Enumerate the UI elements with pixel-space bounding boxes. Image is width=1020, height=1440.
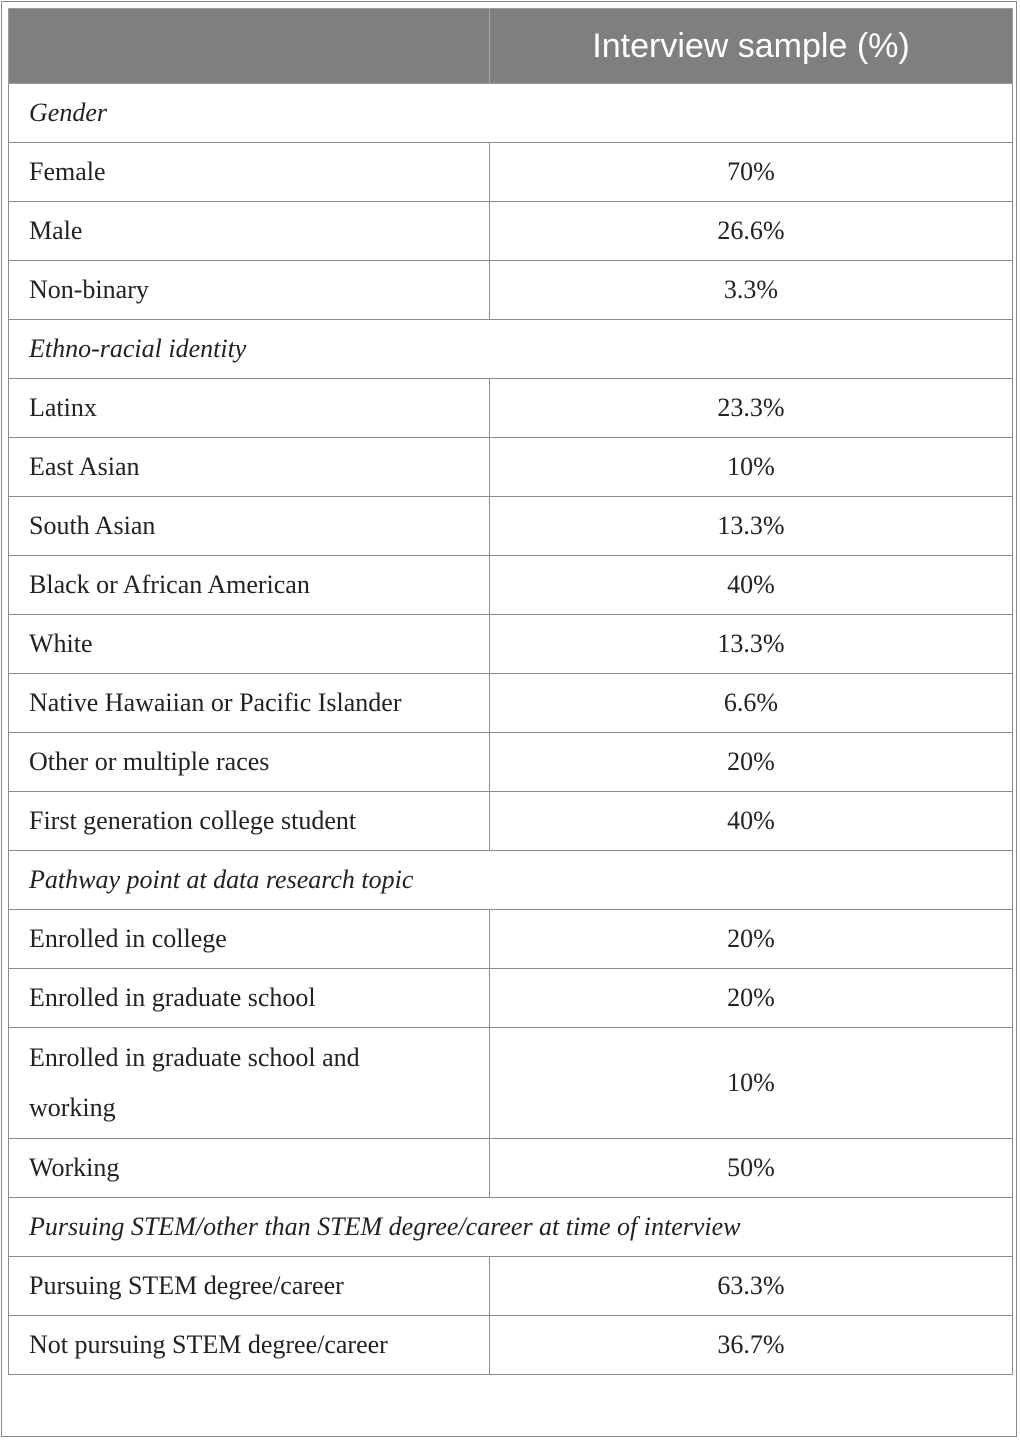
table-row — [9, 910, 1013, 969]
table-row — [9, 733, 1013, 792]
table-row — [9, 556, 1013, 615]
row-label: East Asian — [9, 438, 490, 497]
row-value: 13.3% — [490, 497, 1013, 556]
table-body — [9, 84, 1013, 1375]
row-label: Enrolled in college — [9, 910, 490, 969]
row-value: 10% — [490, 1028, 1013, 1139]
table-row — [9, 1139, 1013, 1198]
section-row — [9, 320, 1013, 379]
row-value: 20% — [490, 969, 1013, 1028]
table-row — [9, 438, 1013, 497]
section-label: Pathway point at data research topic — [9, 851, 1013, 910]
row-value: 26.6% — [490, 202, 1013, 261]
table-row — [9, 1028, 1013, 1139]
row-value: 50% — [490, 1139, 1013, 1198]
row-label: Female — [9, 143, 490, 202]
row-label: White — [9, 615, 490, 674]
header-interview-sample: Interview sample (%) — [490, 9, 1013, 84]
table-row — [9, 497, 1013, 556]
header-row — [9, 9, 1013, 84]
table-row — [9, 261, 1013, 320]
table-row — [9, 143, 1013, 202]
row-label: Pursuing STEM degree/career — [9, 1257, 490, 1316]
row-label: South Asian — [9, 497, 490, 556]
row-label: Latinx — [9, 379, 490, 438]
section-row — [9, 851, 1013, 910]
table-row — [9, 1316, 1013, 1375]
row-label: Male — [9, 202, 490, 261]
demographics-table — [8, 8, 1013, 1375]
row-label: Native Hawaiian or Pacific Islander — [9, 674, 490, 733]
table-row — [9, 792, 1013, 851]
header-blank-cell — [9, 9, 490, 84]
row-label: Not pursuing STEM degree/career — [9, 1316, 490, 1375]
row-value: 20% — [490, 733, 1013, 792]
row-value: 10% — [490, 438, 1013, 497]
row-value: 6.6% — [490, 674, 1013, 733]
table-row — [9, 1257, 1013, 1316]
row-value: 40% — [490, 556, 1013, 615]
row-value: 36.7% — [490, 1316, 1013, 1375]
section-label: Pursuing STEM/other than STEM degree/career at time of interview — [9, 1198, 1013, 1257]
row-label: Enrolled in graduate school and working — [9, 1028, 490, 1139]
section-row — [9, 84, 1013, 143]
table-row — [9, 674, 1013, 733]
table-row — [9, 202, 1013, 261]
row-value: 70% — [490, 143, 1013, 202]
section-row — [9, 1198, 1013, 1257]
row-label: Black or African American — [9, 556, 490, 615]
row-label: Non-binary — [9, 261, 490, 320]
row-value: 23.3% — [490, 379, 1013, 438]
row-label: First generation college student — [9, 792, 490, 851]
row-label: Enrolled in graduate school — [9, 969, 490, 1028]
table-row — [9, 969, 1013, 1028]
row-value: 40% — [490, 792, 1013, 851]
section-label: Ethno-racial identity — [9, 320, 1013, 379]
row-label: Other or multiple races — [9, 733, 490, 792]
table-row — [9, 615, 1013, 674]
table-row — [9, 379, 1013, 438]
row-value: 63.3% — [490, 1257, 1013, 1316]
row-value: 3.3% — [490, 261, 1013, 320]
row-value: 13.3% — [490, 615, 1013, 674]
section-label: Gender — [9, 84, 1013, 143]
row-label: Working — [9, 1139, 490, 1198]
row-value: 20% — [490, 910, 1013, 969]
